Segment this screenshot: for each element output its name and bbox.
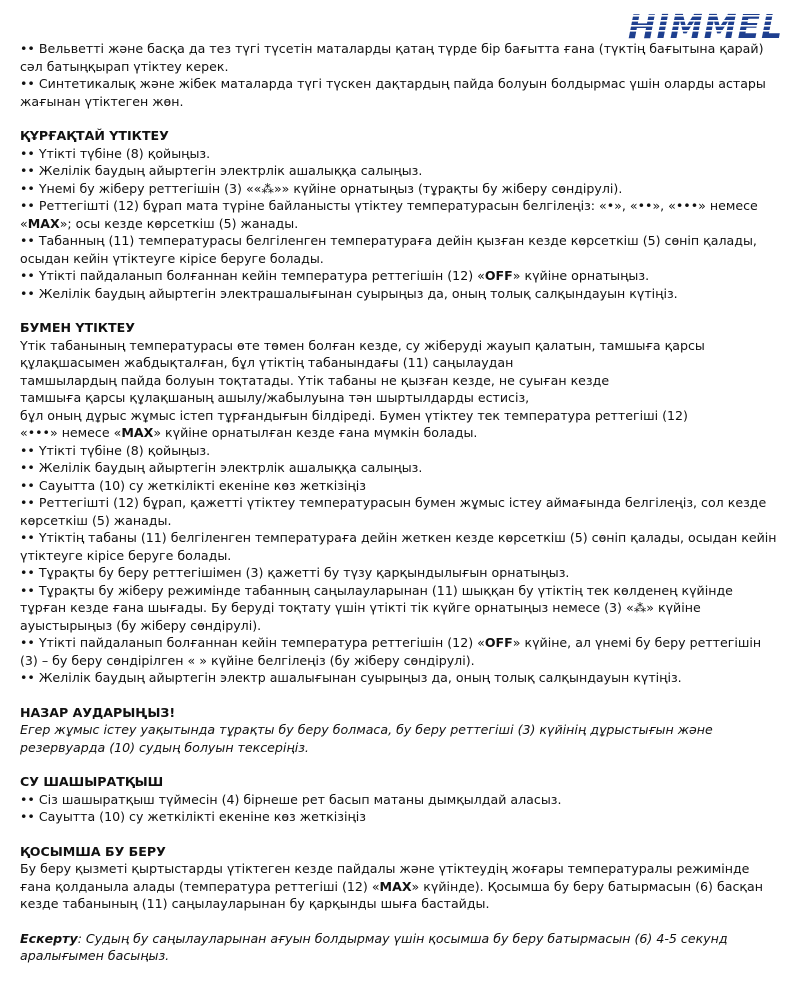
paragraph-line: тамшылардың пайда болуын тоқтатады. Үтік табаны не қызған кезде, не суыған кезде <box>20 372 610 388</box>
document-body <box>20 40 782 965</box>
note: Ескерту: Судың бу саңылауларынан ағуын болдырмау үшін қосымша бу беру батырмасын (6) 4-5 секунд аралығымен басыңыз. <box>20 930 728 963</box>
list-item: •• Реттегішті (12) бұрап, қажетті үтіктеу температурасын бумен жұмыс істеу аймағында белгілеңіз, сол кезде көрсеткіш (5) жанады. <box>20 495 767 528</box>
list-item: •• Табанның (11) температурасы белгіленген температураға дейін қызған кезде көрсеткіш (5) сөніп қалады, осыдан кейін үтіктеуге кірісе беруге болады. <box>20 233 757 266</box>
attention-heading: НАЗАР АУДАРЫҢЫЗ! <box>20 704 176 720</box>
list-item: •• Желілік баудың айыртегін электрашалығынан суырыңыз да, оның толық салқындауын күтіңіз. <box>20 285 678 301</box>
steam-ironing-heading: БУМЕН ҮТІКТЕУ <box>20 320 135 335</box>
list-item: •• Сіз шашыратқыш түймесін (4) бірнеше рет басып матаны дымқылдай аласыз. <box>20 791 562 807</box>
sprayer-heading: СУ ШАШЫРАТҚЫШ <box>20 774 164 789</box>
attention-text: Егер жұмыс істеу уақытында тұрақты бу беру болмаса, бу беру реттегіші (3) күйінің дұрыстығын және резервуарда (10) судың болуын тексеріңіз. <box>20 722 713 755</box>
steam-symbol-icon: «⁂» <box>253 180 282 196</box>
paragraph-line: Үтік табанының температурасы өте төмен болған кезде, су жіберуді жауып қалатын, тамшыға қарсы құлақшасымен жабдықталған, бұл үтіктің табанындағы (11) саңылаудан <box>20 337 705 370</box>
list-item: •• Сауытта (10) су жеткілікті екеніне көз жеткізіңіз <box>20 809 367 824</box>
paragraph-line: бұл оның дұрыс жұмыс істеп тұрғандығын білдіреді. Бумен үтіктеу тек температура реттегіші (12) <box>20 407 688 423</box>
list-item: •• Тұрақты бу беру реттегішімен (3) қажетті бу түзу қарқындылығын орнатыңыз. <box>20 565 570 580</box>
list-item: •• Желілік баудың айыртегін электр ашалығынан суырыңыз да, оның толық салқындауын күтіңіз. <box>20 670 682 685</box>
list-item: •• Үтікті түбіне (8) қойыңыз. <box>20 145 211 161</box>
list-item: •• Үтікті түбіне (8) қойыңыз. <box>20 442 211 458</box>
list-item: •• Реттегішті (12) бұрап мата түріне байланысты үтіктеу температурасын белгілеңіз: «•», «••», «•••» немесе «MAX»; осы кезде көрсеткіш (5) жанады. <box>20 198 758 231</box>
list-item: •• Желілік баудың айыртегін электрлік ашалыққа салыңыз. <box>20 163 423 178</box>
dry-ironing-heading: ҚҰРҒАҚТАЙ ҮТІКТЕУ <box>20 128 169 143</box>
intro-line: •• Синтетикалық және жібек маталарда түгі түскен дақтардың пайда болуын болдырмас үшін оларды астары жағынан үтіктеген жөн. <box>20 76 766 109</box>
note-label: Ескерту <box>20 930 78 946</box>
himmel-logo <box>626 6 784 44</box>
list-item: •• Үтікті пайдаланып болғаннан кейін температура реттегішін (12) «OFF» күйіне, ал үнемі бу беру реттегішін (3) – бу беру сөндірілген « » күйіне белгілеңіз (бу жіберу сөндірулі). <box>20 635 762 668</box>
extra-steam-heading: ҚОСЫМША БУ БЕРУ <box>20 843 166 859</box>
steam-symbol-icon: ⁂ <box>633 600 647 615</box>
list-item: •• Тұрақты бу жіберу режимінде табанның саңылауларынан (11) шыққан бу үтіктің тек көлденең күйінде тұрған кезде ғана шығады. Бу беруді тоқтату үшін үтікті тік күйге орнатыңыз немесе (3) «⁂» күйіне ауыстырыңыз (бу жіберу сөндірулі). <box>20 582 733 633</box>
intro-line: •• Вельветті және басқа да тез түгі түсетін маталарды қатаң түрде бір бағытта ғана (түктің бағытына қарай) сәл батыңқырап үтіктеу керек. <box>20 41 764 74</box>
list-item: •• Үтікті пайдаланып болғаннан кейін температура реттегішін (12) «OFF» күйіне орнатыңыз. <box>20 268 650 283</box>
list-item: •• Үнемі бу жіберу реттегішін (3) ««⁂»» күйіне орнатыңыз (тұрақты бу жіберу сөндірулі). <box>20 180 623 196</box>
list-item: •• Сауытта (10) су жеткілікті екеніне көз жеткізіңіз <box>20 477 367 493</box>
paragraph: Бу беру қызметі қыртыстарды үтіктеген кезде пайдалы және үтіктеудің жоғары температуралы режимінде ғана қолданыла алады (температура реттегіші (12) «MAX» күйінде). Қосымша бу беру батырмасын (6) басқан кезде табанының (11) саңылауларынан бу қарқынды шыға бастайды. <box>20 861 763 911</box>
list-item: •• Желілік баудың айыртегін электрлік ашалыққа салыңыз. <box>20 460 423 475</box>
list-item: •• Үтіктің табаны (11) белгіленген температураға дейін жеткен кезде көрсеткіш (5) сөніп қалады, осыдан кейін үтіктеуге кірісе беруге болады. <box>20 530 777 563</box>
paragraph-line: «•••» немесе «MAX» күйіне орнатылған кезде ғана мүмкін болады. <box>20 425 478 440</box>
paragraph-line: тамшыға қарсы құлақшаның ашылу/жабылуына тән шыртылдарды естисіз, <box>20 390 530 405</box>
